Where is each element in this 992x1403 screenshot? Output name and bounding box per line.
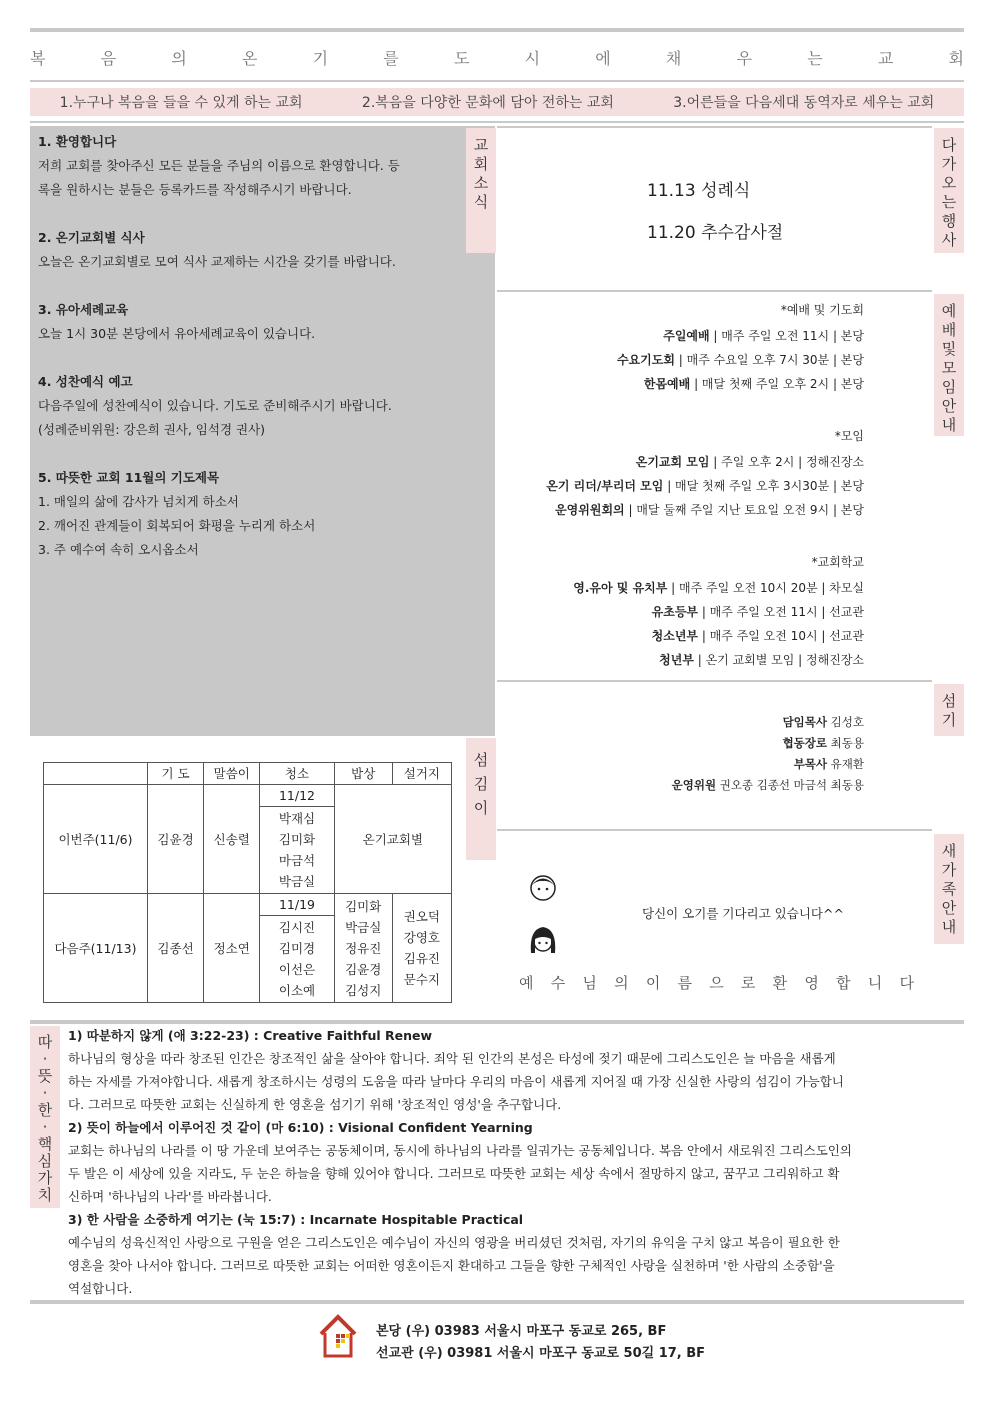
- schedule-name: 청년부: [659, 653, 694, 667]
- tab-char: 치: [37, 1186, 53, 1204]
- vision-bar: [30, 88, 964, 116]
- tab-servants: [466, 738, 496, 860]
- welcome-char: 로: [740, 974, 756, 992]
- news-line: 1. 매일의 삶에 감사가 넘치게 하소서: [38, 494, 239, 509]
- welcome-char: 의: [614, 974, 629, 992]
- staff-row: [794, 754, 864, 775]
- welcome-char: 으: [709, 974, 724, 992]
- address-mission: 선교관 (우) 03981 서울시 마포구 동교로 50길 17, BF: [376, 1346, 706, 1361]
- schedule-row: [573, 576, 864, 600]
- schedule-name: 주일예배: [663, 329, 710, 343]
- tab-char: 가: [941, 155, 957, 173]
- welcome-char: 환: [772, 974, 788, 992]
- tab-char: 사: [941, 231, 957, 249]
- schedule-detail: | 온기 교회별 모임 | 정해진장소: [693, 653, 864, 667]
- tab-char: 심: [37, 1152, 53, 1170]
- schedule-name: 청소년부: [651, 629, 699, 643]
- core-value: [68, 1208, 958, 1300]
- church-motto: [30, 46, 964, 74]
- news-line: 3. 주 예수여 속히 오시옵소서: [38, 542, 199, 557]
- tab-worship-guide: [934, 294, 964, 436]
- dish-next-week: 권오덕 강영호 김유진 문수지: [392, 894, 451, 1003]
- tab-char: 다: [941, 136, 957, 154]
- news-line: 오늘은 온기교회별로 모여 식사 교제하는 시간을 갖기를 바랍니다.: [38, 254, 396, 269]
- col-clean: 청소: [260, 763, 334, 785]
- tab-char: 교: [473, 136, 489, 154]
- staff-role: 운영위원: [671, 778, 717, 792]
- schedule-name: 수요기도회: [617, 353, 675, 367]
- schedule-name: 운영위원회의: [555, 503, 625, 517]
- staff-role: 담임목사: [782, 715, 828, 729]
- schedule-detail: | 매주 수요일 오후 7시 30분 | 본당: [674, 353, 864, 367]
- welcome-char: 예: [519, 974, 534, 992]
- news-title: 5. 따뜻한 교회 11월의 기도제목: [38, 470, 220, 485]
- tab-char: ·: [42, 1084, 48, 1102]
- tab-staff: [934, 684, 964, 736]
- tab-char: 안: [941, 397, 957, 415]
- staff-names: 권오종 김종선 마금석 최동용: [716, 778, 864, 792]
- news-line: 2. 깨어진 관계들이 회복되어 화평을 누리게 하소서: [38, 518, 316, 533]
- schedule-detail: | 매달 둘째 주일 지난 토요일 오전 9시 | 본당: [624, 503, 864, 517]
- schedule-row: [546, 474, 864, 498]
- tab-char: 오: [941, 174, 957, 192]
- tab-char: 핵: [37, 1135, 53, 1153]
- schedule-detail: | 매달 첫째 주일 오후 3시30분 | 본당: [663, 479, 864, 493]
- vision-3: 3.어른들을 다음세대 동역자로 세우는 교회: [673, 95, 935, 111]
- word-next-week: 정소연: [204, 894, 260, 1003]
- motto-char: 채: [665, 49, 682, 68]
- meal-this-week: 온기교회별: [334, 785, 451, 894]
- tab-char: 배: [941, 321, 957, 339]
- motto-char: 는: [807, 49, 823, 68]
- motto-rule: [30, 80, 964, 82]
- news-line: 록을 원하시는 분들은 등록카드를 작성해주시기 바랍니다.: [38, 182, 352, 197]
- schedule-row: [555, 498, 864, 522]
- schedule-row: [659, 648, 864, 672]
- schedule-heading: *교회학교: [811, 555, 864, 569]
- schedule-row: [617, 348, 864, 372]
- tab-char: ·: [42, 1050, 48, 1068]
- tab-char: 섬: [941, 692, 957, 710]
- row-label-next-week: 다음주(11/13): [44, 894, 148, 1003]
- motto-char: 의: [171, 49, 187, 68]
- tab-char: 소: [473, 174, 489, 192]
- core-value-line: 하나님의 형상을 따라 창조된 인간은 창조적인 삶을 살아야 합니다. 죄악 된 인간의 본성은 타성에 젖기 때문에 그리스도인은 늘 마음을 새롭게: [68, 1051, 836, 1066]
- news-item: [38, 298, 488, 346]
- event-2: 11.20 추수감사절: [647, 223, 784, 243]
- event-1: 11.13 성례식: [647, 181, 751, 201]
- vision-rule: [30, 121, 964, 123]
- news-item: [38, 466, 488, 562]
- schedule-row: [636, 450, 864, 474]
- welcome-char: 수: [550, 974, 566, 992]
- news-line: 저희 교회를 찾아주신 모든 분들을 주님의 이름으로 환영합니다. 등: [38, 158, 400, 173]
- meal-next-week: 김미화 박금실 정유진 김윤경 김성지: [334, 894, 392, 1003]
- tab-char: 기: [941, 711, 957, 729]
- tab-char: 행: [941, 212, 957, 230]
- tab-char: ·: [42, 1118, 48, 1136]
- motto-char: 도: [453, 49, 470, 68]
- tab-upcoming-events: [934, 128, 964, 253]
- staff-row: [783, 733, 864, 754]
- news-line: 오늘 1시 30분 본당에서 유아세례교육이 있습니다.: [38, 326, 316, 341]
- welcome-char: 름: [677, 974, 693, 992]
- core-value-line: 영혼을 찾아 나서야 합니다. 그러므로 따뜻한 교회는 어떠한 영혼이든지 환대하고 그들을 향한 구체적인 사랑을 실천하며 '한 사람의 소중함'을: [68, 1258, 835, 1273]
- core-value-line: 다. 그러므로 따뜻한 교회는 신실하게 한 영혼을 섬기기 위해 '창조적인 영성'을 추구합니다.: [68, 1097, 562, 1112]
- tab-char: 식: [473, 193, 489, 211]
- newfamily-panel: [497, 829, 932, 1021]
- motto-char: 시: [524, 49, 541, 68]
- tab-char: 족: [941, 880, 957, 898]
- tab-char: 가: [37, 1169, 53, 1187]
- news-title: 2. 온기교회별 식사: [38, 230, 145, 245]
- motto-char: 음: [100, 49, 117, 68]
- core-value-title: 2) 뜻이 하늘에서 이루어진 것 같이 (마 6:10) : Visional Confident Yearning: [68, 1120, 533, 1135]
- news-item: [38, 130, 488, 202]
- motto-char: 우: [736, 49, 753, 68]
- news-line: (성례준비위원: 강은희 권사, 임석경 권사): [38, 422, 266, 437]
- staff-names: 유재환: [827, 757, 864, 771]
- tab-char: 임: [941, 378, 957, 396]
- clean-names-this-week: 박재심 김미화 마금석 박금실: [260, 807, 334, 894]
- tab-church-news: [466, 128, 496, 253]
- duty-table: [43, 762, 452, 1003]
- staff-panel: [497, 680, 932, 827]
- tab-char: 회: [473, 155, 489, 173]
- news-line: 다음주일에 성찬예식이 있습니다. 기도로 준비해주시기 바랍니다.: [38, 398, 392, 413]
- col-prayer: 기 도: [147, 763, 203, 785]
- tab-char: 새: [941, 842, 957, 860]
- schedule-detail: | 매주 주일 오전 11시 | 본당: [709, 329, 864, 343]
- prayer-next-week: 김종선: [147, 894, 203, 1003]
- schedule-name: 영.유아 및 유치부: [573, 581, 668, 595]
- worship-panel: [497, 290, 932, 679]
- tab-char: 따: [37, 1033, 53, 1051]
- core-value-line: 역설합니다.: [68, 1281, 133, 1296]
- word-this-week: 신송렬: [204, 785, 260, 894]
- motto-char: 온: [241, 49, 258, 68]
- schedule-heading: *모임: [834, 429, 864, 443]
- schedule-detail: | 매주 주일 오전 11시 | 선교관: [698, 605, 864, 619]
- staff-row: [783, 712, 864, 733]
- motto-char: 교: [877, 49, 894, 68]
- staff-row: [672, 775, 864, 796]
- staff-role: 부목사: [793, 757, 828, 771]
- col-word: 말씀이: [204, 763, 260, 785]
- schedule-detail: | 주일 오후 2시 | 정해진장소: [709, 455, 864, 469]
- prayer-this-week: 김윤경: [147, 785, 203, 894]
- welcome-char: 니: [867, 974, 883, 992]
- tab-char: 내: [941, 416, 957, 434]
- col-dish: 설거지: [392, 763, 451, 785]
- motto-char: 복: [30, 49, 46, 68]
- schedule-detail: | 매달 첫째 주일 오후 2시 | 본당: [690, 377, 864, 391]
- core-value: [68, 1024, 958, 1116]
- tab-char: 김: [473, 775, 489, 793]
- clean-date-next-week: 11/19: [260, 894, 334, 916]
- schedule-row: [644, 372, 864, 396]
- tab-char: 내: [941, 918, 957, 936]
- schedule-row: [652, 600, 864, 624]
- motto-char: 기: [312, 49, 329, 68]
- church-news-box: [30, 126, 495, 736]
- welcome-char: 이: [645, 974, 661, 992]
- tab-char: 뜻: [37, 1067, 53, 1085]
- newfamily-message: 당신이 오기를 기다리고 있습니다^^: [642, 906, 844, 921]
- clean-date-this-week: 11/12: [260, 785, 334, 807]
- vision-2: 2.복음을 다양한 문화에 담아 전하는 교회: [361, 95, 614, 111]
- tab-char: 는: [941, 193, 957, 211]
- core-value-line: 예수님의 성육신적인 사랑으로 구원을 얻은 그리스도인은 예수님이 자신의 영광을 버리셨던 것처럼, 자기의 유익을 구치 않고 복음이 필요한 한: [68, 1235, 840, 1250]
- woman-icon: [527, 923, 559, 957]
- welcome-char: 영: [804, 974, 819, 992]
- news-title: 4. 성찬예식 예고: [38, 374, 133, 389]
- welcome-char: 다: [899, 974, 914, 992]
- core-value-title: 3) 한 사람을 소중하게 여기는 (눅 15:7) : Incarnate Hospitable Practical: [68, 1212, 524, 1227]
- tab-char: 모: [941, 359, 957, 377]
- tab-core-values: [30, 1026, 60, 1208]
- schedule-detail: | 매주 주일 오전 10시 20분 | 차모실: [667, 581, 864, 595]
- news-item: [38, 370, 488, 442]
- tab-char: 가: [941, 861, 957, 879]
- top-rule: [30, 28, 964, 32]
- motto-char: 에: [595, 49, 611, 68]
- tab-char: 안: [941, 899, 957, 917]
- news-item: [38, 226, 488, 274]
- welcome-line: [519, 972, 914, 993]
- tab-char: 한: [37, 1101, 53, 1119]
- col-meal: 밥상: [334, 763, 392, 785]
- values-bottom-rule: [30, 1300, 964, 1304]
- news-title: 1. 환영합니다: [38, 134, 117, 149]
- schedule-row: [652, 624, 864, 648]
- schedule-name: 유초등부: [651, 605, 699, 619]
- staff-names: 김성호: [827, 715, 864, 729]
- tab-char: 예: [941, 302, 957, 320]
- clean-names-next-week: 김시진 김미경 이선은 이소예: [260, 916, 334, 1003]
- row-label-this-week: 이번주(11/6): [44, 785, 148, 894]
- core-value: [68, 1116, 958, 1208]
- welcome-char: 합: [836, 974, 851, 992]
- staff-names: 최동용: [827, 736, 864, 750]
- church-logo-icon: [318, 1314, 358, 1360]
- welcome-char: 님: [582, 974, 597, 992]
- motto-char: 를: [383, 49, 399, 68]
- schedule-detail: | 매주 주일 오전 10시 | 선교관: [698, 629, 864, 643]
- motto-char: 회: [948, 49, 964, 68]
- schedule-heading: *예배 및 기도회: [780, 303, 864, 317]
- vision-1: 1.누구나 복음을 들을 수 있게 하는 교회: [59, 95, 303, 111]
- tab-char: 섬: [473, 751, 489, 769]
- core-value-title: 1) 따분하지 않게 (애 3:22-23) : Creative Faithful Renew: [68, 1028, 433, 1043]
- schedule-name: 온기교회 모임: [635, 455, 710, 469]
- man-icon: [527, 871, 559, 903]
- schedule-name: 한몸예배: [643, 377, 691, 391]
- tab-char: 이: [473, 799, 489, 817]
- news-title: 3. 유아세례교육: [38, 302, 129, 317]
- core-value-line: 교회는 하나님의 나라를 이 땅 가운데 보여주는 공동체이며, 동시에 하나님의 나라를 일궈가는 공동체입니다. 복음 안에서 새로워진 그리스도인의: [68, 1143, 852, 1158]
- schedule-name: 온기 리더/부리더 모임: [546, 479, 664, 493]
- events-panel: [497, 126, 932, 288]
- core-value-line: 두 발은 이 세상에 있을 지라도, 두 눈은 하늘을 향해 있어야 합니다. 그러므로 따뜻한 교회는 세상 속에서 절망하지 않고, 꿈꾸고 그리워하고 확: [68, 1166, 840, 1181]
- core-value-line: 신하며 '하나님의 나라'를 바라봅니다.: [68, 1189, 272, 1204]
- core-value-line: 하는 자세를 가져야합니다. 새롭게 창조하시는 성령의 도움을 따라 날마다 우리의 마음이 새롭게 지어질 때 가장 신실한 사랑의 섬김이 가능합니: [68, 1074, 844, 1089]
- staff-role: 협동장로: [782, 736, 828, 750]
- address-main: 본당 (우) 03983 서울시 마포구 동교로 265, BF: [376, 1324, 667, 1339]
- tab-char: 및: [941, 340, 957, 358]
- tab-newfamily: [934, 834, 964, 944]
- schedule-row: [663, 324, 864, 348]
